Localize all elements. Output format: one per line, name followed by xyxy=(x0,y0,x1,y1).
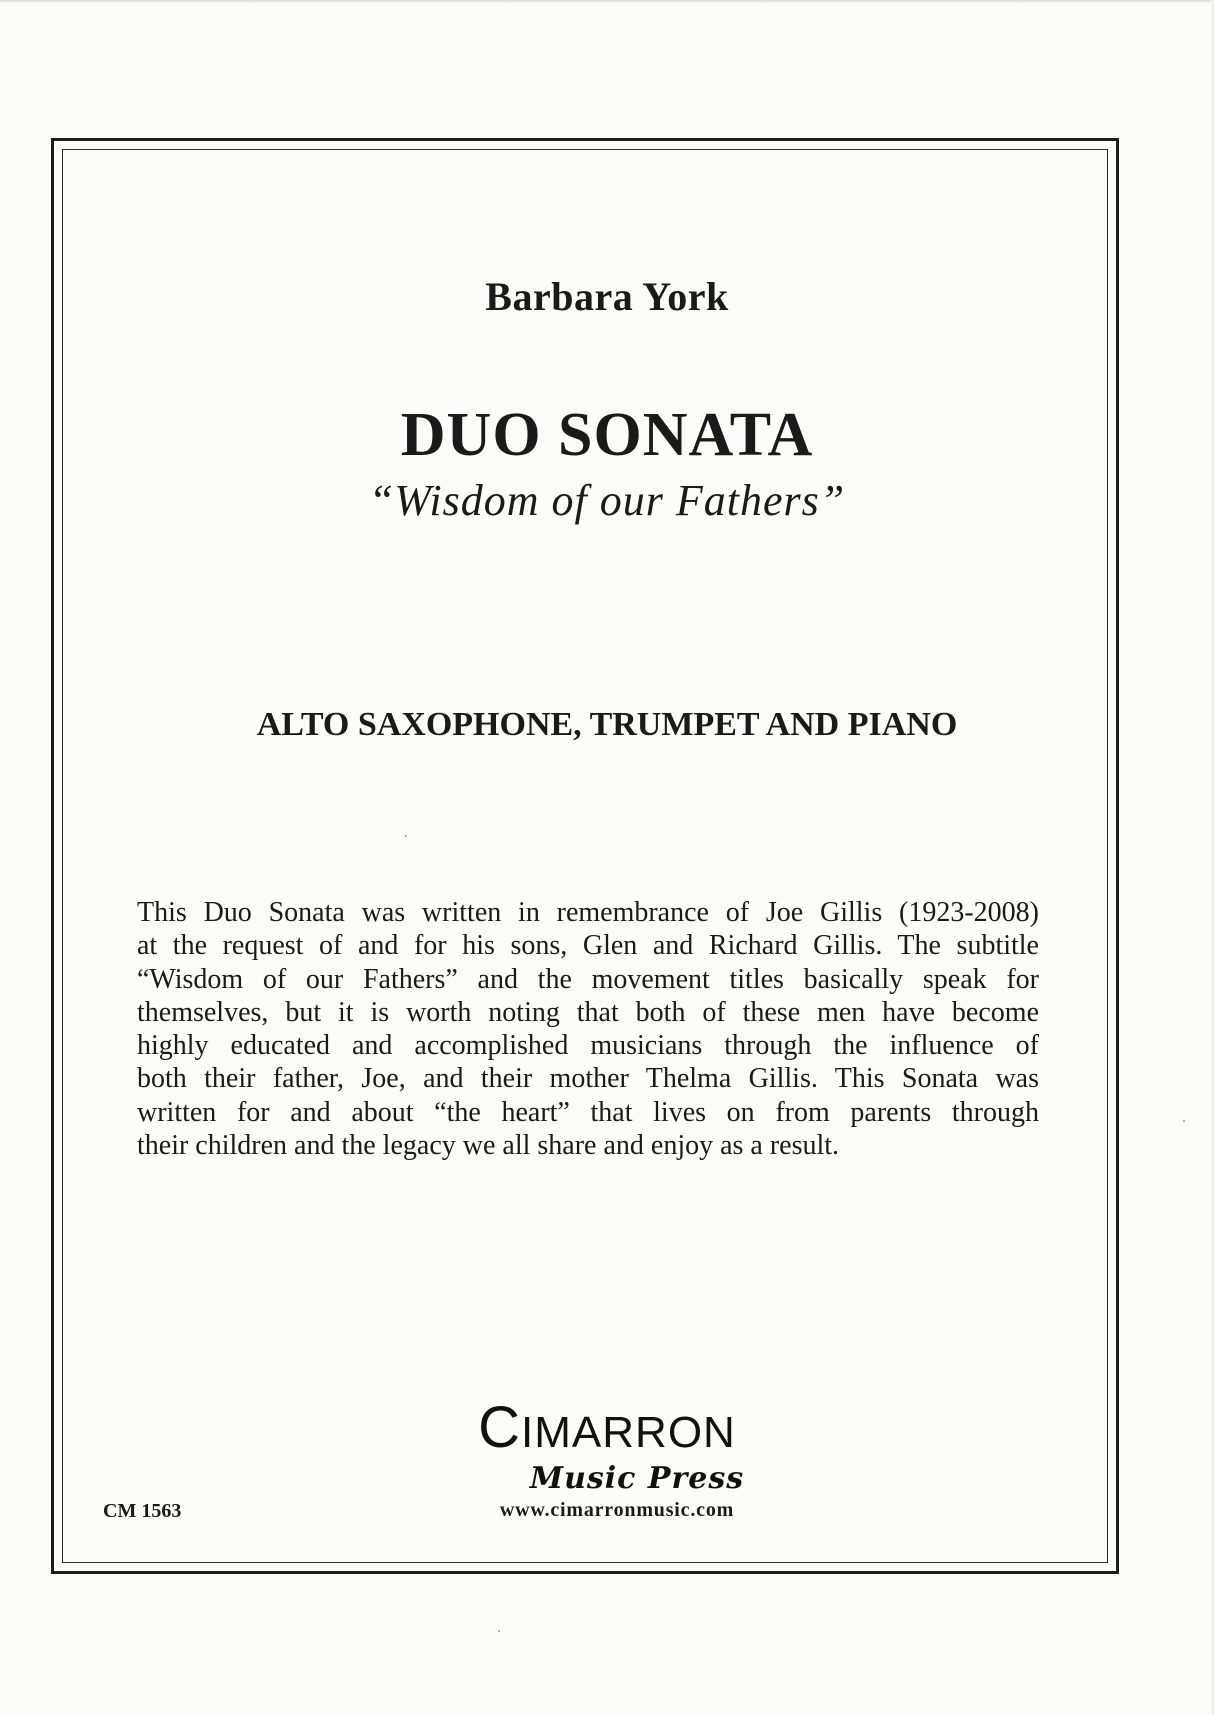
program-note xyxy=(137,896,1039,1162)
publisher-wordmark-initial: C xyxy=(478,1395,522,1460)
program-note-line: written for and about “the heart” that lives on from parents through xyxy=(137,1096,1039,1128)
publisher-wordmark xyxy=(0,1395,1214,1461)
program-note-line: “Wisdom of our Fathers” and the movement titles basically speak for xyxy=(137,963,1039,995)
scan-speck xyxy=(405,835,407,837)
publisher-wordmark-rest: IMARRON xyxy=(521,1408,736,1457)
program-note-line: highly educated and accomplished musicians through the influence of xyxy=(137,1030,1039,1062)
inner-border xyxy=(62,149,1108,1563)
scan-speck xyxy=(1183,1120,1185,1122)
program-note-line: themselves, but it is worth noting that both of these men have become xyxy=(137,996,1039,1028)
program-note-line: their children and the legacy we all share and enjoy as a result. xyxy=(137,1130,840,1162)
catalog-number: CM 1563 xyxy=(103,1500,182,1522)
publisher-logo xyxy=(0,1395,1214,1522)
scan-speck xyxy=(498,1630,500,1632)
scan-edge xyxy=(0,0,1214,3)
work-title: DUO SONATA xyxy=(400,401,814,469)
publisher-url: www.cimarronmusic.com xyxy=(499,1499,735,1521)
program-note-line: both their father, Joe, and their mother Thelma Gillis. This Sonata was xyxy=(137,1063,1039,1095)
program-note-line: This Duo Sonata was written in remembrance of Joe Gillis (1923-2008) xyxy=(137,897,1039,928)
work-subtitle: “Wisdom of our Fathers” xyxy=(368,476,846,525)
composer-name: Barbara York xyxy=(485,274,729,319)
program-note-line: at the request of and for his sons, Glen and Richard Gillis. The subtitle xyxy=(137,930,1039,962)
publisher-script: Music Press xyxy=(529,1461,745,1496)
instrumentation: ALTO SAXOPHONE, TRUMPET AND PIANO xyxy=(256,706,958,743)
